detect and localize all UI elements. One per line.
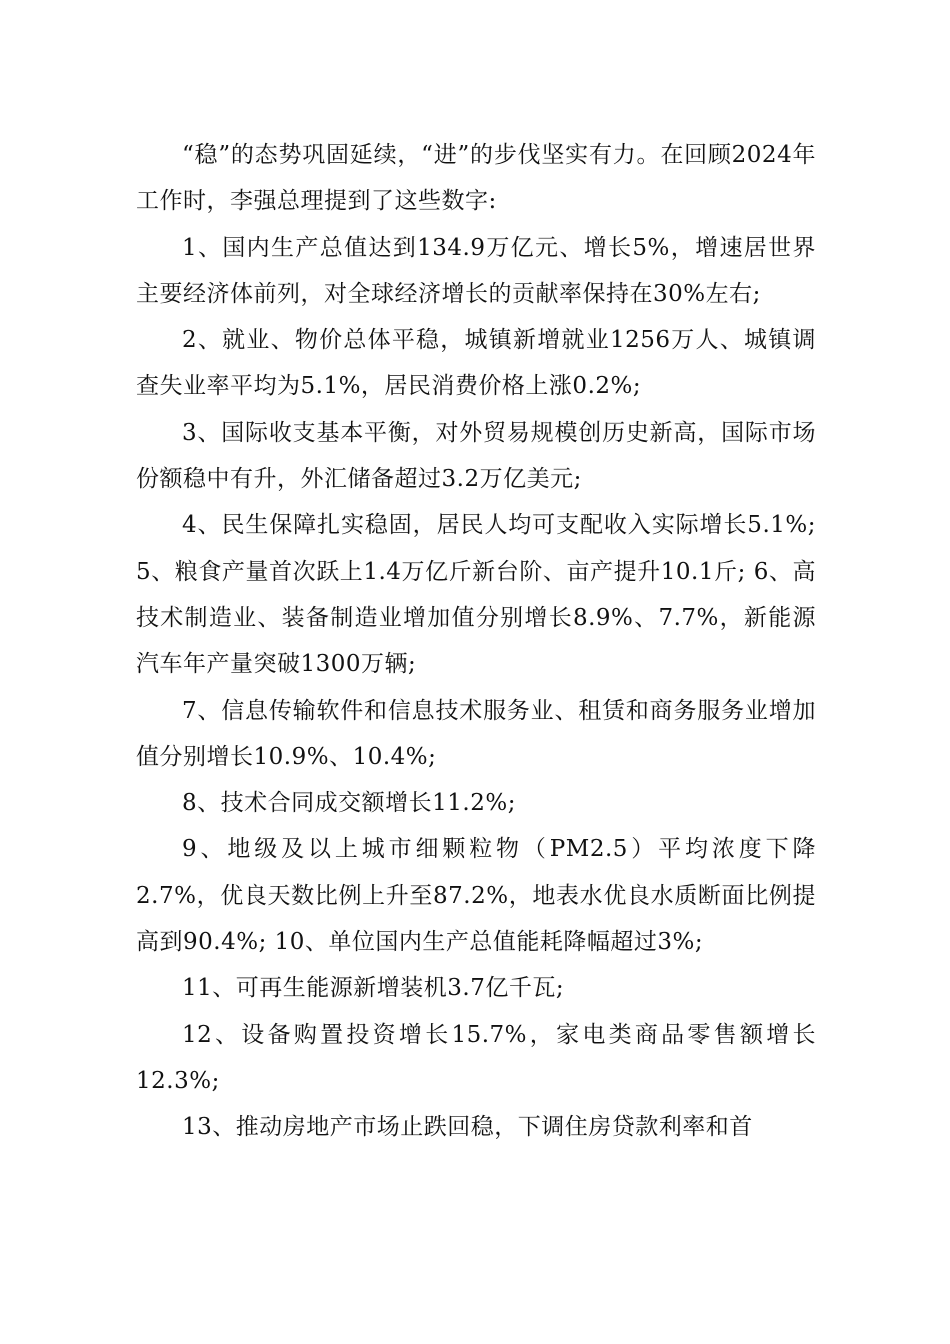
list-item-3: 3、国际收支基本平衡，对外贸易规模创历史新高，国际市场份额稳中有升，外汇储备超过3.2万亿美元; bbox=[136, 419, 816, 493]
intro-paragraph: “稳”的态势巩固延续，“进”的步伐坚实有力。在回顾2024年工作时，李强总理提到了这些数字: bbox=[136, 142, 816, 215]
list-item-12: 12、设备购置投资增长15.7%，家电类商品零售额增长12.3%; bbox=[136, 1021, 816, 1094]
list-item-2: 2、就业、物价总体平稳，城镇新增就业1256万人、城镇调查失业率平均为5.1%，居民消费价格上涨0.2%; bbox=[136, 327, 816, 400]
list-item-11: 11、可再生能源新增装机3.7亿千瓦; bbox=[182, 975, 565, 1002]
list-item-9-10: 9、地级及以上城市细颗粒物（PM2.5）平均浓度下降2.7%，优良天数比例上升至87.2%，地表水优良水质断面比例提高到90.4%; 10、单位国内生产总值能耗降幅超过3%; bbox=[136, 836, 816, 956]
list-item-4-6: 4、民生保障扎实稳固，居民人均可支配收入实际增长5.1%; 5、粮食产量首次跃上1.4万亿斤新台阶、亩产提升10.1斤; 6、高技术制造业、装备制造业增加值分别增长8.9%、7.7%，新能源汽车年产量突破1300万辆; bbox=[136, 512, 816, 678]
document-body bbox=[136, 132, 816, 1151]
list-item-7: 7、信息传输软件和信息技术服务业、租赁和商务服务业增加值分别增长10.9%、10.4%; bbox=[136, 697, 816, 770]
list-item-8: 8、技术合同成交额增长11.2%; bbox=[182, 790, 516, 817]
list-item-13: 13、推动房地产市场止跌回稳，下调住房贷款利率和首 bbox=[182, 1114, 753, 1141]
list-item-1: 1、国内生产总值达到134.9万亿元、增长5%，增速居世界主要经济体前列，对全球经济增长的贡献率保持在30%左右; bbox=[136, 234, 816, 307]
